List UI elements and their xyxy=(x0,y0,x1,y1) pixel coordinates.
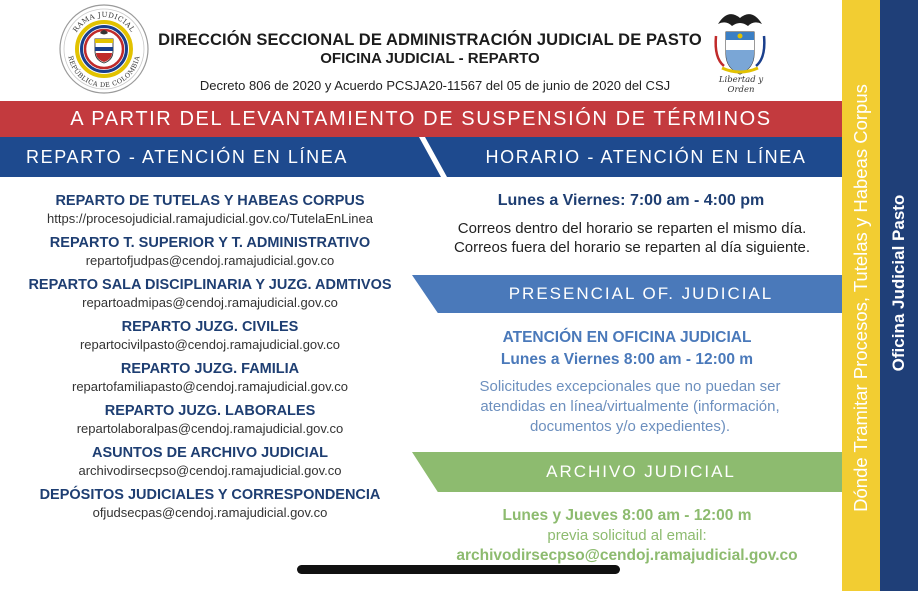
home-indicator-bar[interactable] xyxy=(297,565,620,574)
online-hours: Lunes a Viernes: 7:00 am - 4:00 pm xyxy=(497,192,765,209)
seal-text-top: RAMA JUDICIAL xyxy=(71,10,137,34)
archivo-hours: Lunes y Jueves 8:00 am - 12:00 m xyxy=(502,507,752,524)
list-item xyxy=(0,360,420,395)
presencial-desc-line: atendidas en línea/virtualmente (información, xyxy=(480,398,780,415)
seal-text-bottom: REPÚBLICA DE COLOMBIA xyxy=(66,55,142,90)
item-email[interactable]: repartofjudpas@cendoj.ramajudicial.gov.co xyxy=(85,253,335,268)
presencial-hours: Lunes a Viernes 8:00 am - 12:00 m xyxy=(500,351,754,368)
item-title: REPARTO JUZG. FAMILIA xyxy=(120,361,300,377)
banner-horario-online: HORARIO - ATENCIÓN EN LÍNEA xyxy=(485,147,807,167)
item-title: REPARTO SALA DISCIPLINARIA Y JUZG. ADMTIVOS xyxy=(28,277,392,293)
item-title: DEPÓSITOS JUDICIALES Y CORRESPONDENCIA xyxy=(39,487,381,503)
item-title: ASUNTOS DE ARCHIVO JUDICIAL xyxy=(91,445,329,461)
archivo-banner: ARCHIVO JUDICIAL xyxy=(546,462,736,481)
presencial-banner: PRESENCIAL OF. JUDICIAL xyxy=(508,284,774,303)
side-strip-yellow-label-box xyxy=(842,0,880,591)
presencial-desc-line: Solicitudes excepcionales que no puedan ser xyxy=(479,378,781,395)
presencial-title: ATENCIÓN EN OFICINA JUDICIAL xyxy=(502,329,752,346)
item-title: REPARTO JUZG. CIVILES xyxy=(121,319,299,335)
list-item xyxy=(0,402,420,437)
archivo-note: previa solicitud al email: xyxy=(547,527,707,544)
reparto-list xyxy=(0,192,420,528)
side-strip-blue-label-box xyxy=(880,0,918,591)
item-email[interactable]: repartofamiliapasto@cendoj.ramajudicial.gov.co xyxy=(72,379,348,394)
header-subtitle: OFICINA JUDICIAL - REPARTO xyxy=(320,50,540,67)
main-banner: A PARTIR DEL LEVANTAMIENTO DE SUSPENSIÓN DE TÉRMINOS xyxy=(70,108,772,130)
presencial-desc-line: documentos y/o expedientes). xyxy=(529,418,731,435)
item-email[interactable]: repartocivilpasto@cendoj.ramajudicial.gov.co xyxy=(79,337,341,352)
list-item xyxy=(0,486,420,521)
item-email[interactable]: repartolaboralpas@cendoj.ramajudicial.gov.co xyxy=(76,421,344,436)
item-email[interactable]: repartoadmipas@cendoj.ramajudicial.gov.co xyxy=(82,295,338,310)
online-note-next-day: Correos fuera del horario se reparten al día siguiente. xyxy=(453,239,811,256)
coat-of-arms-motto: Libertad y Orden xyxy=(718,75,764,95)
header-title: DIRECCIÓN SECCIONAL DE ADMINISTRACIÓN JUDICIAL DE PASTO xyxy=(158,31,702,49)
list-item xyxy=(0,234,420,269)
item-title: REPARTO JUZG. LABORALES xyxy=(104,403,316,419)
side-strip-blue-label: Oficina Judicial Pasto xyxy=(889,194,908,372)
item-title: REPARTO T. SUPERIOR Y T. ADMINISTRATIVO xyxy=(49,235,371,251)
header-decree: Decreto 806 de 2020 y Acuerdo PCSJA20-11567 del 05 de junio de 2020 del CSJ xyxy=(199,78,671,93)
archivo-email[interactable]: archivodirsecpso@cendoj.ramajudicial.gov.co xyxy=(456,547,798,564)
item-email[interactable]: archivodirsecpso@cendoj.ramajudicial.gov.co xyxy=(78,463,342,478)
side-strip-yellow-label: Dónde Tramitar Procesos, Tutelas y Habeas Corpus xyxy=(850,84,871,512)
list-item xyxy=(0,192,420,227)
item-title: REPARTO DE TUTELAS Y HABEAS CORPUS xyxy=(55,193,365,209)
item-link[interactable]: https://procesojudicial.ramajudicial.gov.co/TutelaEnLinea xyxy=(47,211,373,226)
banner-reparto-online: REPARTO - ATENCIÓN EN LÍNEA xyxy=(26,147,348,167)
list-item xyxy=(0,444,420,479)
list-item xyxy=(0,318,420,353)
online-note-same-day: Correos dentro del horario se reparten el mismo día. xyxy=(457,220,807,237)
coat-of-arms-icon xyxy=(712,6,768,84)
item-email[interactable]: ofjudsecpas@cendoj.ramajudicial.gov.co xyxy=(92,505,328,520)
list-item xyxy=(0,276,420,311)
rama-judicial-seal-icon xyxy=(58,3,150,95)
